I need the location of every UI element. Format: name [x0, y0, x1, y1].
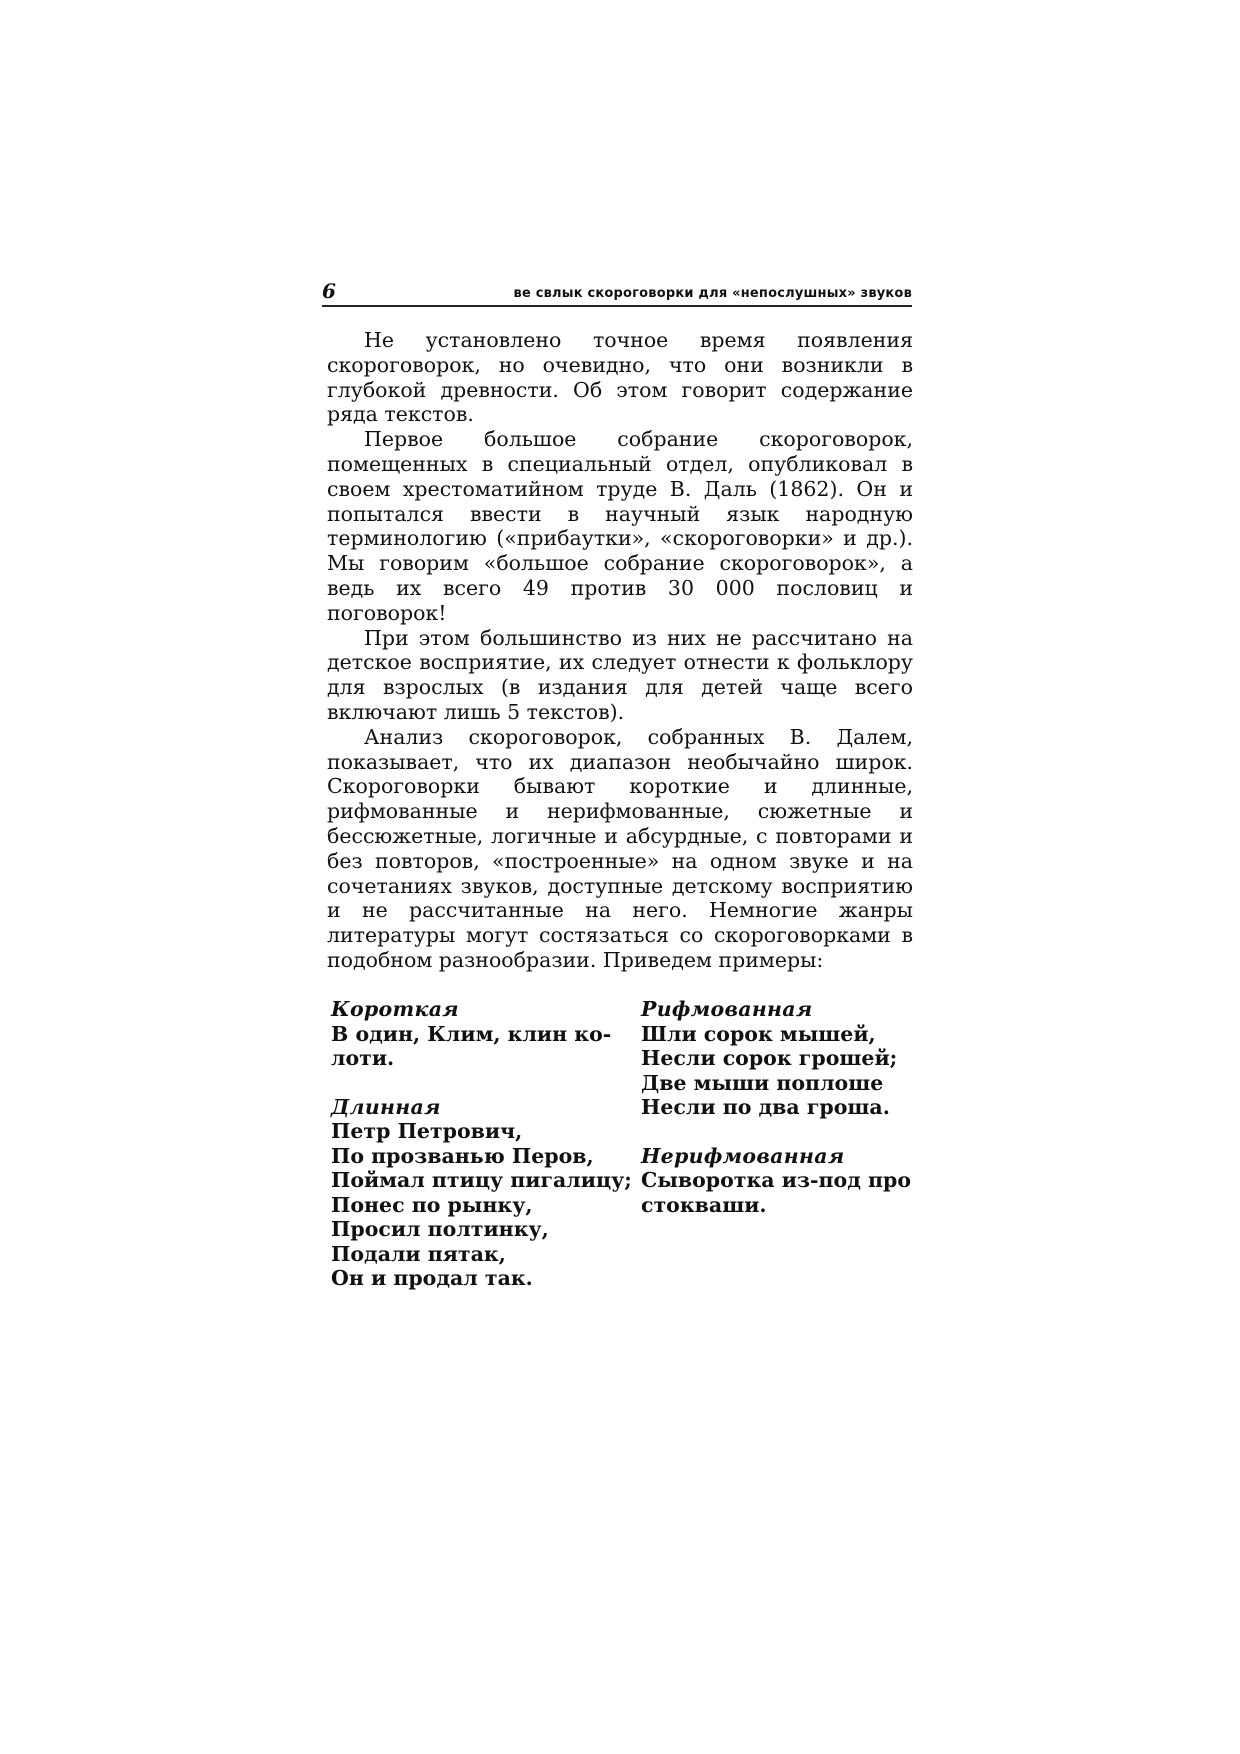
example-lines [331, 1022, 631, 1071]
running-title: ве свлык скороговорки для «непослушных» звуков [513, 286, 912, 301]
page-number: 6 [322, 279, 336, 303]
example-rhymed [641, 997, 921, 1120]
example-line: Сыворотка из-под про [641, 1168, 912, 1192]
example-line: Просил полтинку, [331, 1217, 549, 1241]
examples-right-column [641, 997, 921, 1241]
running-head [322, 277, 912, 307]
paragraph: Первое большое собрание скороговорок, помещенных в специальный отдел, опубликовал в своем хрестоматийном труде В. Даль (1862). Он и попытался ввести в научный язык народную терминологию («прибаутки», «скороговорки» и др.). Мы говорим «большое собрание скороговорок», а ведь их всего 49 против 30 000 пословиц и поговорок! [327, 427, 913, 625]
example-line: Понес по рынку, [331, 1192, 533, 1217]
example-heading: Длинная [331, 1094, 441, 1119]
example-line: По прозванью Перов, [331, 1143, 594, 1168]
example-line: Поймал птицу пигалицу; [331, 1168, 632, 1192]
example-line: Несли сорок грошей; [641, 1046, 898, 1070]
paragraph: При этом большинство из них не рассчитано на детское восприятие, их следует отнести к фольклору для взрослых (в издания для детей чаще всего включают лишь 5 текстов). [327, 625, 913, 724]
example-short [331, 997, 631, 1071]
example-line: Подали пятак, [331, 1241, 506, 1266]
examples-section [331, 997, 921, 1317]
example-line: Петр Петрович, [331, 1119, 523, 1143]
example-line: Шли сорок мышей, [641, 1021, 876, 1046]
example-lines [641, 1168, 921, 1217]
paragraph: Анализ скороговорок, собранных В. Далем, показывает, что их диапазон необычайно широк. Скороговорки бывают короткие и длинные, рифмованные и нерифмованные, сюжетные и бессюжетные, логичные и абсурдные, с повторами и без повторов, «построенные» на одном звуке и на сочетаниях звуков, доступные детскому восприятию и не рассчитанные на него. Немногие жанры литературы могут состязаться со скороговорками в подобном разнообразии. Приведем примеры: [327, 724, 913, 972]
example-heading: Короткая [331, 997, 459, 1021]
example-heading: Нерифмованная [641, 1143, 845, 1168]
paragraph: Не установлено точное время появления скороговорок, но очевидно, что они возникли в глубокой древности. Об этом говорит содержание ряда текстов. [327, 328, 913, 427]
example-long [331, 1095, 631, 1291]
example-lines [641, 1022, 921, 1120]
example-line: Несли по два гроша. [641, 1095, 890, 1119]
example-heading: Рифмованная [641, 997, 813, 1021]
example-lines [331, 1119, 631, 1291]
example-line: стокваши. [641, 1192, 767, 1217]
example-line: Он и продал так. [331, 1266, 533, 1290]
example-unrhymed [641, 1144, 921, 1218]
examples-left-column [331, 997, 631, 1315]
body-text [327, 328, 913, 973]
example-line: В один, Клим, клин ко- [331, 1021, 612, 1046]
example-line: лоти. [331, 1046, 395, 1070]
example-line: Две мыши поплоше [641, 1070, 884, 1095]
